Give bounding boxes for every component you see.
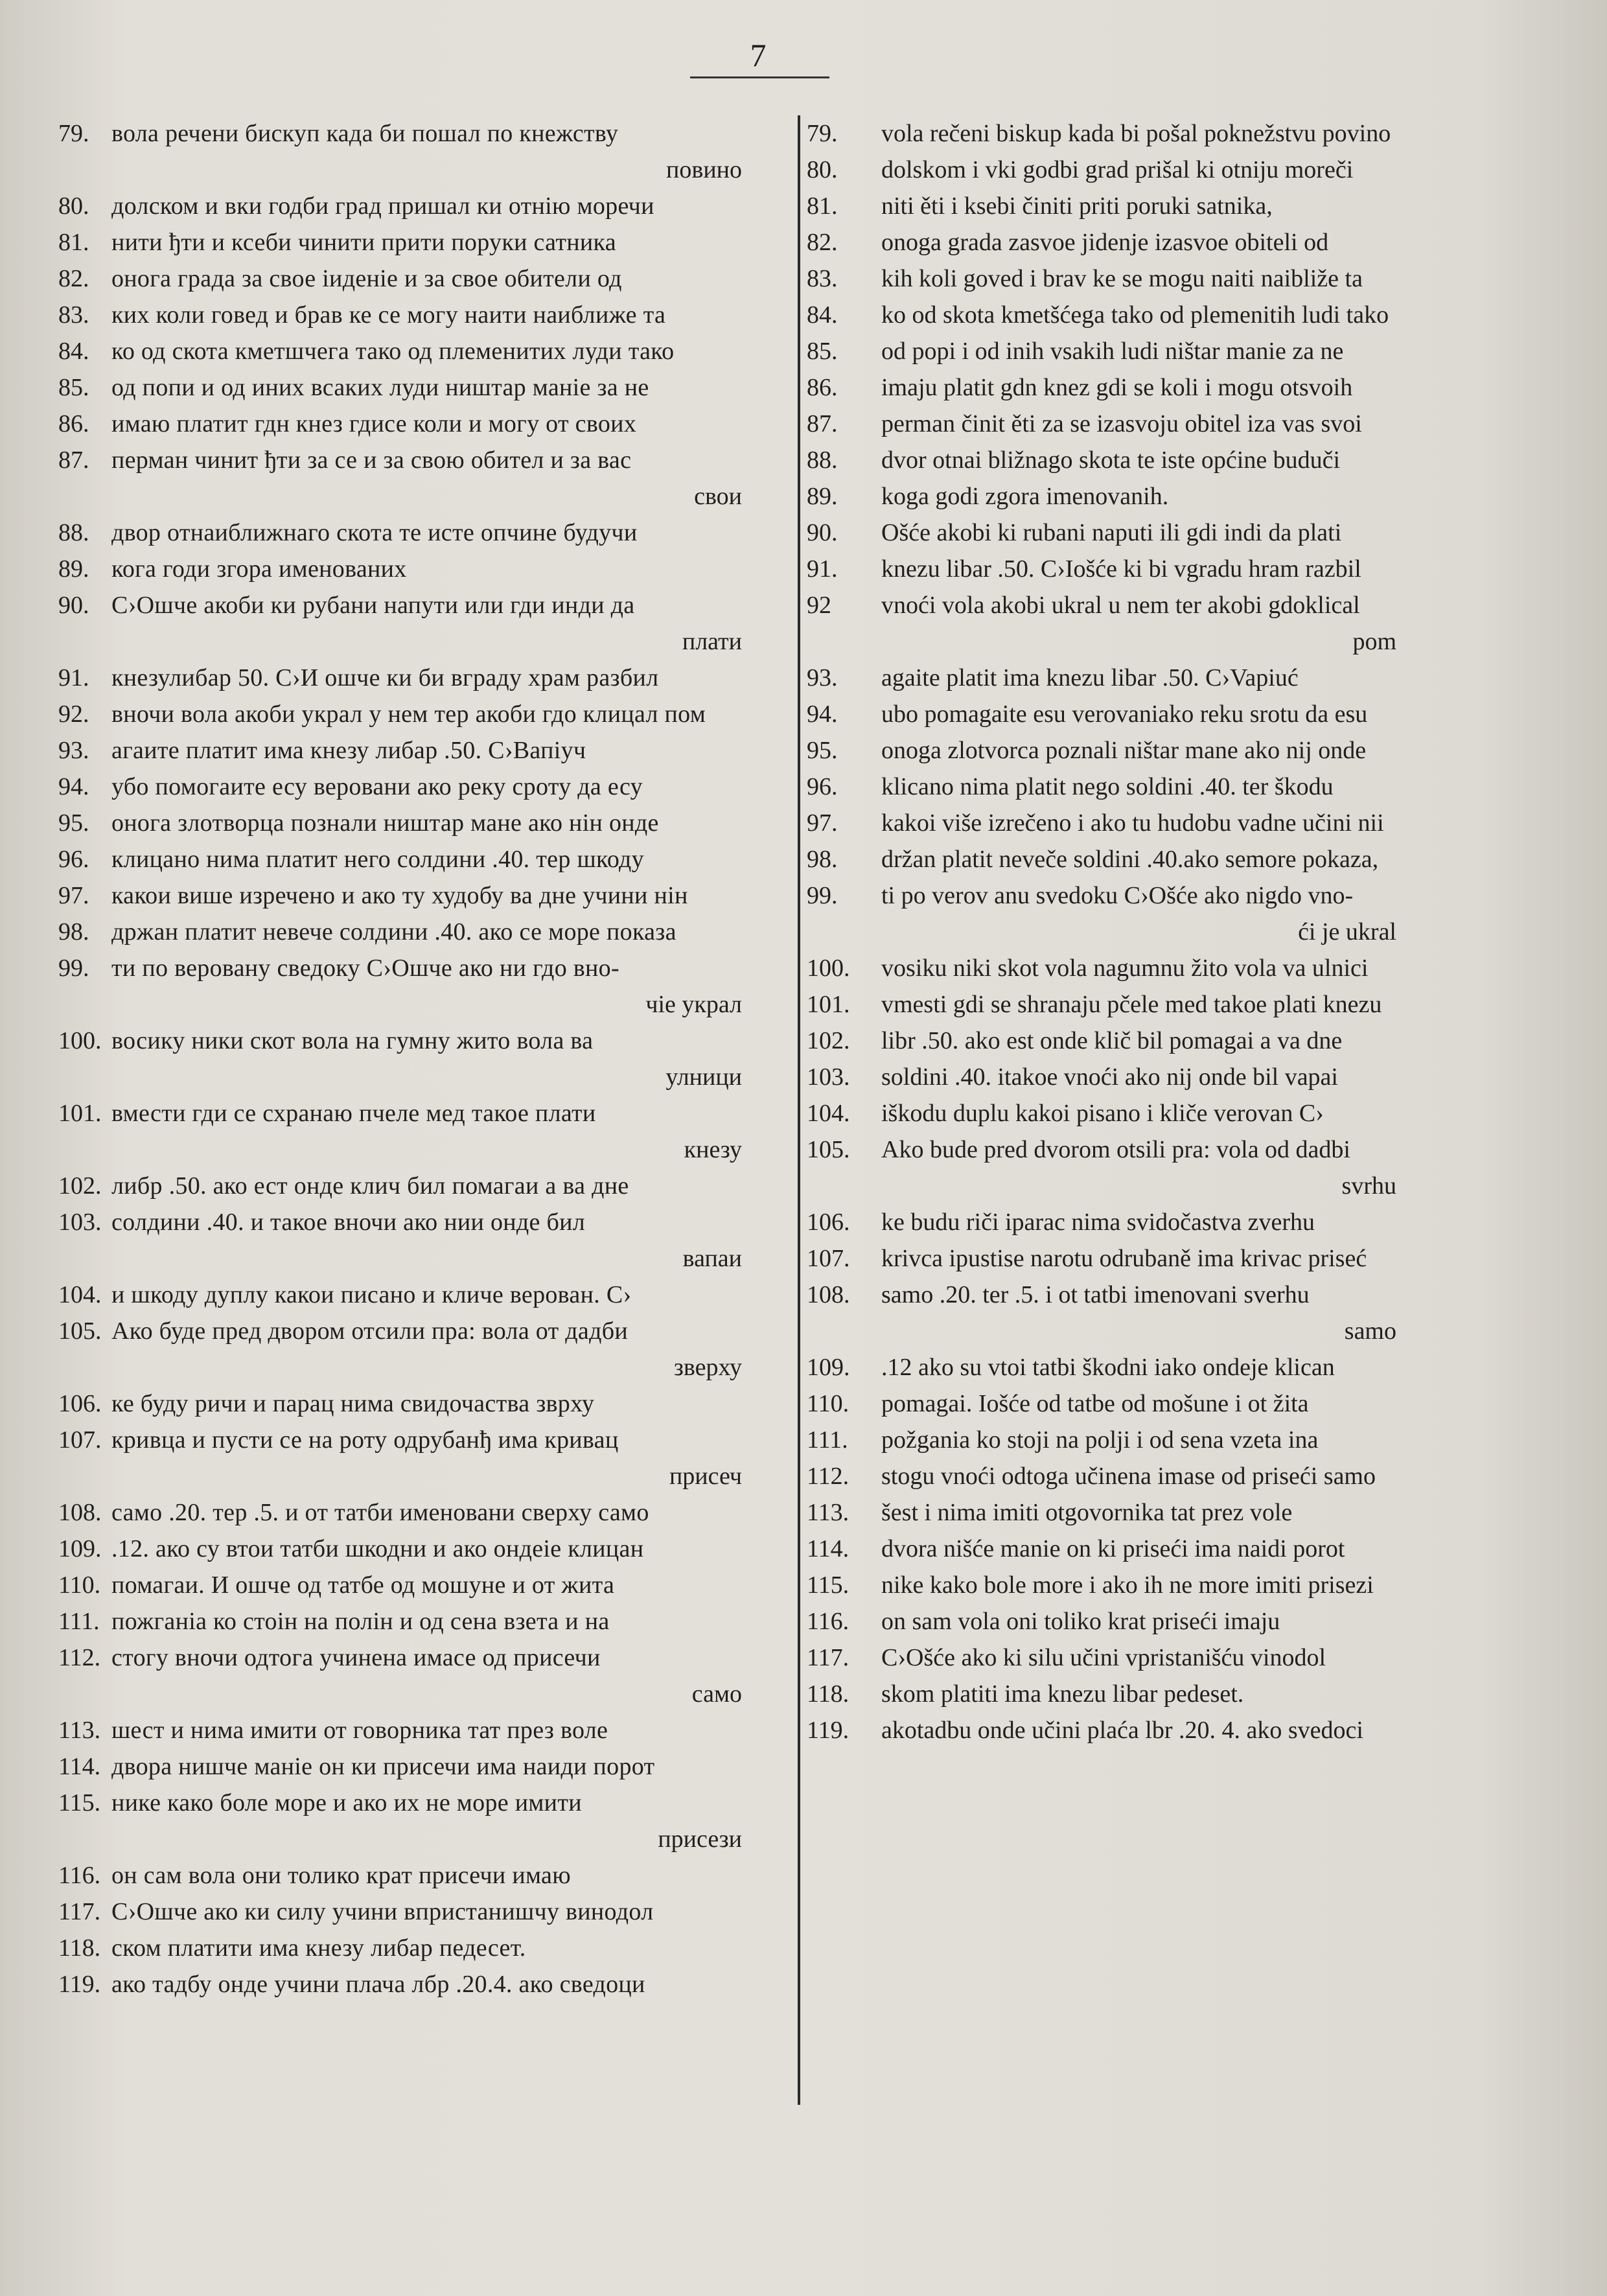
latin-line bbox=[807, 877, 1481, 950]
line-number: 109. bbox=[807, 1354, 850, 1381]
line-text: knezu libar .50. C›Iošće ki bi vgradu hram razbil bbox=[881, 555, 1361, 583]
line-text: libr .50. ako est onde klič bil pomagai a va dne bbox=[881, 1027, 1343, 1054]
cyrillic-line bbox=[58, 1567, 794, 1603]
line-number: 84. bbox=[58, 338, 89, 365]
line-number: 100. bbox=[58, 1027, 102, 1054]
latin-line bbox=[807, 1059, 1481, 1095]
latin-line bbox=[807, 986, 1481, 1023]
line-number: 91. bbox=[807, 555, 838, 583]
line-continuation: зверху bbox=[673, 1354, 742, 1381]
line-number: 105. bbox=[58, 1317, 102, 1345]
line-text: ако тадбу онде учини плача лбр .20.4. ако сведоци bbox=[111, 1971, 645, 1998]
cyrillic-line bbox=[58, 369, 794, 406]
line-text: Ako bude pred dvorom otsili pra: vola od dadbi bbox=[881, 1136, 1350, 1163]
line-text: ubo pomagaite esu verovaniako reku srotu da esu bbox=[881, 701, 1368, 728]
line-continuation: само bbox=[691, 1680, 742, 1708]
latin-line bbox=[807, 732, 1481, 769]
line-number: 104. bbox=[58, 1281, 102, 1308]
line-number: 91. bbox=[58, 664, 89, 691]
line-text: помагаи. И ошче од татбе од мошуне и от жита bbox=[111, 1571, 615, 1599]
latin-line bbox=[807, 478, 1481, 515]
line-text: восику ники скот вола на гумну жито вола ва bbox=[111, 1027, 594, 1054]
line-text: стогу вночи одтога учинена имасе од присечи bbox=[111, 1644, 601, 1671]
latin-line bbox=[807, 1023, 1481, 1059]
line-text: ke budu riči iparac nima svidočastva zverhu bbox=[881, 1209, 1315, 1236]
cyrillic-line bbox=[58, 224, 794, 261]
line-text: вмести гди се схранаю пчеле мед такое плати bbox=[111, 1100, 596, 1127]
line-text: пожганіа ко стоін на полін и од сена взета и на bbox=[111, 1608, 610, 1635]
cyrillic-line bbox=[58, 1494, 794, 1531]
line-text: убо помогаите есу веровани ако реку сроту да есу bbox=[111, 773, 643, 800]
line-text: ском платити има кнезу либар педесет. bbox=[111, 1934, 526, 1962]
line-text: нити ђти и ксеби чинити прити поруки сатника bbox=[111, 229, 616, 256]
line-number: 103. bbox=[58, 1209, 102, 1236]
line-text: od popi i od inih vsakih ludi ništar manie za ne bbox=[881, 338, 1344, 365]
line-text: ко од скота кметшчега тако од племенитих луди тако bbox=[111, 338, 675, 365]
line-continuation: вапаи bbox=[682, 1245, 742, 1272]
cyrillic-line bbox=[58, 1785, 794, 1857]
line-number: 110. bbox=[58, 1571, 101, 1599]
latin-text-column bbox=[807, 115, 1481, 1748]
line-text: имаю платит гдн кнез гдисе коли и могу от своих bbox=[111, 410, 637, 437]
cyrillic-line bbox=[58, 333, 794, 369]
line-number: 101. bbox=[58, 1100, 102, 1127]
line-text: од попи и од иних всаких луди ништар маніе за не bbox=[111, 374, 649, 401]
line-text: вола речени бискуп када би пошал по кнежству bbox=[111, 120, 619, 147]
line-text: vola rečeni biskup kada bi pošal poknežstvu povino bbox=[881, 120, 1391, 147]
latin-line bbox=[807, 1422, 1481, 1458]
line-continuation: присеч bbox=[669, 1463, 742, 1490]
line-number: 93. bbox=[58, 737, 89, 764]
line-text: on sam vola oni toliko krat priseći imaju bbox=[881, 1608, 1280, 1635]
line-number: 88. bbox=[807, 446, 838, 474]
latin-line bbox=[807, 1603, 1481, 1640]
line-text: вночи вола акоби украл у нем тер акоби гдо клицал пом bbox=[111, 701, 706, 728]
line-number: 101. bbox=[807, 991, 850, 1018]
line-continuation: улници bbox=[665, 1063, 742, 1091]
latin-line bbox=[807, 1204, 1481, 1240]
line-number: 110. bbox=[807, 1390, 850, 1417]
cyrillic-line bbox=[58, 769, 794, 805]
line-text: dvor otnai bližnago skota te iste općine buduči bbox=[881, 446, 1341, 474]
cyrillic-line bbox=[58, 1712, 794, 1748]
line-number: 109. bbox=[58, 1535, 102, 1562]
line-number: 90. bbox=[58, 592, 89, 619]
line-number: 108. bbox=[807, 1281, 850, 1308]
line-text: ti po verov anu svedoku C›Ošće ako nigdo vno- bbox=[881, 882, 1354, 909]
line-text: .12. ако су втои татби шкодни и ако ондеіе клицан bbox=[111, 1535, 644, 1562]
line-number: 102. bbox=[807, 1027, 850, 1054]
line-number: 86. bbox=[58, 410, 89, 437]
line-text: soldini .40. itakoe vnoći ako nij onde bil vapai bbox=[881, 1063, 1338, 1091]
line-text: ких коли говед и брав ке се могу наити наиближе та bbox=[111, 301, 666, 329]
latin-line bbox=[807, 587, 1481, 660]
page-number-rule bbox=[690, 76, 829, 78]
cyrillic-line bbox=[58, 515, 794, 551]
line-text: онога злотворца познали ништар мане ако нін онде bbox=[111, 809, 659, 837]
line-text: либр .50. ако ест онде клич бил помагаи а ва дне bbox=[111, 1172, 629, 1200]
line-text: ке буду ричи и парац нима свидочаства зврху bbox=[111, 1390, 595, 1417]
line-text: двор отнаиближнаго скота те исте опчине будучи bbox=[111, 519, 638, 546]
line-number: 80. bbox=[58, 192, 89, 220]
line-number: 111. bbox=[58, 1608, 100, 1635]
latin-line bbox=[807, 406, 1481, 442]
line-text: Ošće akobi ki rubani naputi ili gdi indi da plati bbox=[881, 519, 1342, 546]
line-number: 102. bbox=[58, 1172, 102, 1200]
line-number: 97. bbox=[807, 809, 838, 837]
line-text: iškodu duplu kakoi pisano i kliče verovan C› bbox=[881, 1100, 1324, 1127]
line-number: 87. bbox=[58, 446, 89, 474]
cyrillic-line bbox=[58, 1640, 794, 1712]
latin-line bbox=[807, 1131, 1481, 1204]
line-continuation: samo bbox=[1344, 1317, 1396, 1345]
line-number: 85. bbox=[807, 338, 838, 365]
line-number: 104. bbox=[807, 1100, 850, 1127]
line-text: onoga grada zasvoe jidenje izasvoe obiteli od bbox=[881, 229, 1329, 256]
cyrillic-line bbox=[58, 1168, 794, 1204]
column-divider bbox=[798, 115, 800, 2105]
line-text: kakoi više izrečeno i ako tu hudobu vadne učini nii bbox=[881, 809, 1384, 837]
cyrillic-line bbox=[58, 1095, 794, 1168]
line-number: 115. bbox=[58, 1789, 101, 1816]
line-text: klicano nima platit nego soldini .40. ter škodu bbox=[881, 773, 1334, 800]
cyrillic-line bbox=[58, 1313, 794, 1386]
line-number: 83. bbox=[807, 265, 838, 292]
line-number: 86. bbox=[807, 374, 838, 401]
line-text: požgania ko stoji na polji i od sena vzeta ina bbox=[881, 1426, 1319, 1454]
latin-line bbox=[807, 1676, 1481, 1712]
line-number: 113. bbox=[807, 1499, 850, 1526]
line-number: 84. bbox=[807, 301, 838, 329]
line-text: агаите платит има кнезу либар .50. С›Вапіуч bbox=[111, 737, 586, 764]
page-number: 7 bbox=[750, 37, 767, 73]
latin-line bbox=[807, 1531, 1481, 1567]
line-number: 80. bbox=[807, 156, 838, 183]
line-number: 114. bbox=[58, 1753, 101, 1780]
line-number: 116. bbox=[807, 1608, 850, 1635]
line-text: šest i nima imiti otgovornika tat prez vole bbox=[881, 1499, 1293, 1526]
cyrillic-line bbox=[58, 696, 794, 732]
line-text: držan platit neveče soldini .40.ako semore pokaza, bbox=[881, 846, 1379, 873]
line-number: 99. bbox=[58, 955, 89, 982]
line-number: 112. bbox=[58, 1644, 101, 1671]
line-text: kih koli goved i brav ke se mogu naiti naibliže ta bbox=[881, 265, 1363, 292]
line-text: онога града за свое іиденіе и за свое обители од bbox=[111, 265, 622, 292]
line-number: 107. bbox=[58, 1426, 102, 1454]
latin-line bbox=[807, 1640, 1481, 1676]
line-number: 79. bbox=[58, 120, 89, 147]
line-number: 117. bbox=[58, 1898, 101, 1925]
cyrillic-line bbox=[58, 1966, 794, 2002]
line-number: 95. bbox=[58, 809, 89, 837]
latin-line bbox=[807, 442, 1481, 478]
latin-line bbox=[807, 115, 1481, 152]
cyrillic-line bbox=[58, 1603, 794, 1640]
latin-line bbox=[807, 1458, 1481, 1494]
latin-line bbox=[807, 841, 1481, 877]
line-number: 106. bbox=[807, 1209, 850, 1236]
latin-line bbox=[807, 333, 1481, 369]
line-number: 89. bbox=[58, 555, 89, 583]
line-continuation: pom bbox=[1352, 628, 1396, 655]
cyrillic-line bbox=[58, 1894, 794, 1930]
cyrillic-line bbox=[58, 1748, 794, 1785]
line-number: 119. bbox=[807, 1717, 850, 1744]
latin-line bbox=[807, 1567, 1481, 1603]
cyrillic-line bbox=[58, 551, 794, 587]
latin-line bbox=[807, 696, 1481, 732]
line-text: ko od skota kmetšćega tako od plemenitih ludi tako bbox=[881, 301, 1389, 329]
line-continuation: кнезу bbox=[684, 1136, 742, 1163]
line-number: 112. bbox=[807, 1463, 850, 1490]
line-text: pomagai. Iošće od tatbe od mošune i ot žita bbox=[881, 1390, 1309, 1417]
line-text: agaite platit ima knezu libar .50. C›Vapiuć bbox=[881, 664, 1299, 691]
latin-line bbox=[807, 261, 1481, 297]
line-number: 83. bbox=[58, 301, 89, 329]
line-number: 89. bbox=[807, 483, 838, 510]
latin-line bbox=[807, 515, 1481, 551]
line-number: 100. bbox=[807, 955, 850, 982]
cyrillic-line bbox=[58, 1857, 794, 1894]
line-number: 117. bbox=[807, 1644, 850, 1671]
line-number: 107. bbox=[807, 1245, 850, 1272]
line-text: nike kako bole more i ako ih ne more imiti prisezi bbox=[881, 1571, 1374, 1599]
line-text: vosiku niki skot vola nagumnu žito vola va ulnici bbox=[881, 955, 1369, 982]
cyrillic-line bbox=[58, 877, 794, 914]
cyrillic-line bbox=[58, 914, 794, 950]
line-text: skom platiti ima knezu libar pedeset. bbox=[881, 1680, 1244, 1708]
line-text: stogu vnoći odtoga učinena imase od priseći samo bbox=[881, 1463, 1376, 1490]
cyrillic-line bbox=[58, 1422, 794, 1494]
latin-line bbox=[807, 1349, 1481, 1386]
line-number: 93. bbox=[807, 664, 838, 691]
line-text: он сам вола они толико крат присечи имаю bbox=[111, 1862, 571, 1889]
line-number: 94. bbox=[58, 773, 89, 800]
line-number: 88. bbox=[58, 519, 89, 546]
line-text: imaju platit gdn knez gdi se koli i mogu otsvoih bbox=[881, 374, 1353, 401]
cyrillic-line bbox=[58, 1531, 794, 1567]
line-text: niti ěti i ksebi činiti priti poruki satnika, bbox=[881, 192, 1273, 220]
line-text: перман чинит ђти за се и за свою обител и за вас bbox=[111, 446, 632, 474]
cyrillic-line bbox=[58, 660, 794, 696]
line-number: 114. bbox=[807, 1535, 850, 1562]
latin-line bbox=[807, 369, 1481, 406]
latin-line bbox=[807, 1494, 1481, 1531]
cyrillic-line bbox=[58, 406, 794, 442]
line-number: 118. bbox=[807, 1680, 850, 1708]
line-text: koga godi zgora imenovanih. bbox=[881, 483, 1169, 510]
line-number: 108. bbox=[58, 1499, 102, 1526]
cyrillic-line bbox=[58, 732, 794, 769]
cyrillic-line bbox=[58, 297, 794, 333]
line-number: 82. bbox=[58, 265, 89, 292]
latin-line bbox=[807, 551, 1481, 587]
line-text: Ако буде пред двором отсили пра: вола от дадби bbox=[111, 1317, 628, 1345]
line-text: кога годи згора именованих bbox=[111, 555, 407, 583]
line-continuation: присези bbox=[658, 1826, 742, 1853]
latin-line bbox=[807, 660, 1481, 696]
cyrillic-line bbox=[58, 1277, 794, 1313]
line-number: 90. bbox=[807, 519, 838, 546]
line-text: vnoći vola akobi ukral u nem ter akobi gdoklical bbox=[881, 592, 1360, 619]
line-number: 92 bbox=[807, 592, 831, 619]
line-number: 79. bbox=[807, 120, 838, 147]
line-text: какои више изречено и ако ту худобу ва дне учини нін bbox=[111, 882, 688, 909]
line-text: С›Ошче ако ки силу учини впристанишчу винодол bbox=[111, 1898, 654, 1925]
line-text: кривца и пусти се на роту одрубанђ има кривац bbox=[111, 1426, 619, 1454]
latin-line bbox=[807, 152, 1481, 188]
latin-line bbox=[807, 769, 1481, 805]
line-text: krivca ipustise narotu odrubaně ima krivac priseć bbox=[881, 1245, 1367, 1272]
cyrillic-line bbox=[58, 1930, 794, 1966]
line-number: 81. bbox=[58, 229, 89, 256]
line-number: 97. bbox=[58, 882, 89, 909]
line-text: солдини .40. и такое вночи ако нии онде бил bbox=[111, 1209, 586, 1236]
line-continuation: svrhu bbox=[1341, 1172, 1396, 1200]
cyrillic-line bbox=[58, 805, 794, 841]
line-number: 119. bbox=[58, 1971, 101, 1998]
line-continuation: свои bbox=[694, 483, 742, 510]
line-text: samo .20. ter .5. i ot tatbi imenovani sverhu bbox=[881, 1281, 1310, 1308]
line-text: C›Ošće ako ki silu učini vpristanišću vinodol bbox=[881, 1644, 1326, 1671]
line-number: 87. bbox=[807, 410, 838, 437]
latin-line bbox=[807, 1277, 1481, 1349]
line-number: 116. bbox=[58, 1862, 101, 1889]
line-text: клицано нима платит него солдини .40. тер шкоду bbox=[111, 846, 644, 873]
line-number: 105. bbox=[807, 1136, 850, 1163]
line-text: perman činit ěti za se izasvoju obitel iza vas svoi bbox=[881, 410, 1362, 437]
latin-line bbox=[807, 1712, 1481, 1748]
line-number: 113. bbox=[58, 1717, 101, 1744]
latin-line bbox=[807, 188, 1481, 224]
line-text: долском и вки годби град пришал ки отнію моречи bbox=[111, 192, 654, 220]
line-number: 99. bbox=[807, 882, 838, 909]
line-number: 98. bbox=[58, 918, 89, 945]
line-text: ти по веровану сведоку С›Ошче ако ни гдо вно- bbox=[111, 955, 619, 982]
line-number: 103. bbox=[807, 1063, 850, 1091]
line-text: и шкоду дуплу какои писано и кличе верован. С› bbox=[111, 1281, 632, 1308]
line-text: двора нишче маніе он ки присечи има наиди порот bbox=[111, 1753, 655, 1780]
cyrillic-line bbox=[58, 1023, 794, 1095]
line-text: С›Ошче акоби ки рубани напути или гди инди да bbox=[111, 592, 635, 619]
line-text: akotadbu onde učini plaća lbr .20. 4. ako svedoci bbox=[881, 1717, 1363, 1744]
cyrillic-line bbox=[58, 587, 794, 660]
latin-line bbox=[807, 950, 1481, 986]
line-number: 85. bbox=[58, 374, 89, 401]
line-text: кнезулибар 50. С›И ошче ки би вграду храм разбил bbox=[111, 664, 659, 691]
cyrillic-line bbox=[58, 115, 794, 188]
line-number: 111. bbox=[807, 1426, 848, 1454]
latin-line bbox=[807, 1240, 1481, 1277]
line-continuation: плати bbox=[682, 628, 742, 655]
latin-line bbox=[807, 297, 1481, 333]
line-number: 118. bbox=[58, 1934, 101, 1962]
cyrillic-text-column bbox=[58, 115, 794, 2002]
line-text: .12 ako su vtoi tatbi škodni iako ondeje klican bbox=[881, 1354, 1335, 1381]
latin-line bbox=[807, 805, 1481, 841]
line-text: нике како боле море и ако их не море имити bbox=[111, 1789, 582, 1816]
line-number: 106. bbox=[58, 1390, 102, 1417]
line-text: само .20. тер .5. и от татби именовани сверху само bbox=[111, 1499, 649, 1526]
cyrillic-line bbox=[58, 1386, 794, 1422]
line-text: vmesti gdi se shranaju pčele med takoe plati knezu bbox=[881, 991, 1382, 1018]
cyrillic-line bbox=[58, 950, 794, 1023]
line-number: 81. bbox=[807, 192, 838, 220]
line-number: 115. bbox=[807, 1571, 850, 1599]
cyrillic-line bbox=[58, 188, 794, 224]
cyrillic-line bbox=[58, 1204, 794, 1277]
line-text: шест и нима имити от говорника тат през воле bbox=[111, 1717, 608, 1744]
latin-line bbox=[807, 1386, 1481, 1422]
line-number: 92. bbox=[58, 701, 89, 728]
line-text: држан платит невече солдини .40. ако се море показа bbox=[111, 918, 676, 945]
line-text: onoga zlotvorca poznali ništar mane ako nij onde bbox=[881, 737, 1367, 764]
cyrillic-line bbox=[58, 442, 794, 515]
line-number: 98. bbox=[807, 846, 838, 873]
line-number: 96. bbox=[807, 773, 838, 800]
latin-line bbox=[807, 224, 1481, 261]
line-text: dvora nišće manie on ki priseći ima naidi porot bbox=[881, 1535, 1345, 1562]
cyrillic-line bbox=[58, 841, 794, 877]
line-number: 95. bbox=[807, 737, 838, 764]
line-number: 82. bbox=[807, 229, 838, 256]
line-number: 96. bbox=[58, 846, 89, 873]
latin-line bbox=[807, 1095, 1481, 1131]
line-text: dolskom i vki godbi grad prišal ki otniju moreči bbox=[881, 156, 1354, 183]
line-continuation: чіе украл bbox=[645, 991, 742, 1018]
cyrillic-line bbox=[58, 261, 794, 297]
line-continuation: ći je ukral bbox=[1298, 918, 1396, 945]
line-continuation: повино bbox=[666, 156, 742, 183]
line-number: 94. bbox=[807, 701, 838, 728]
